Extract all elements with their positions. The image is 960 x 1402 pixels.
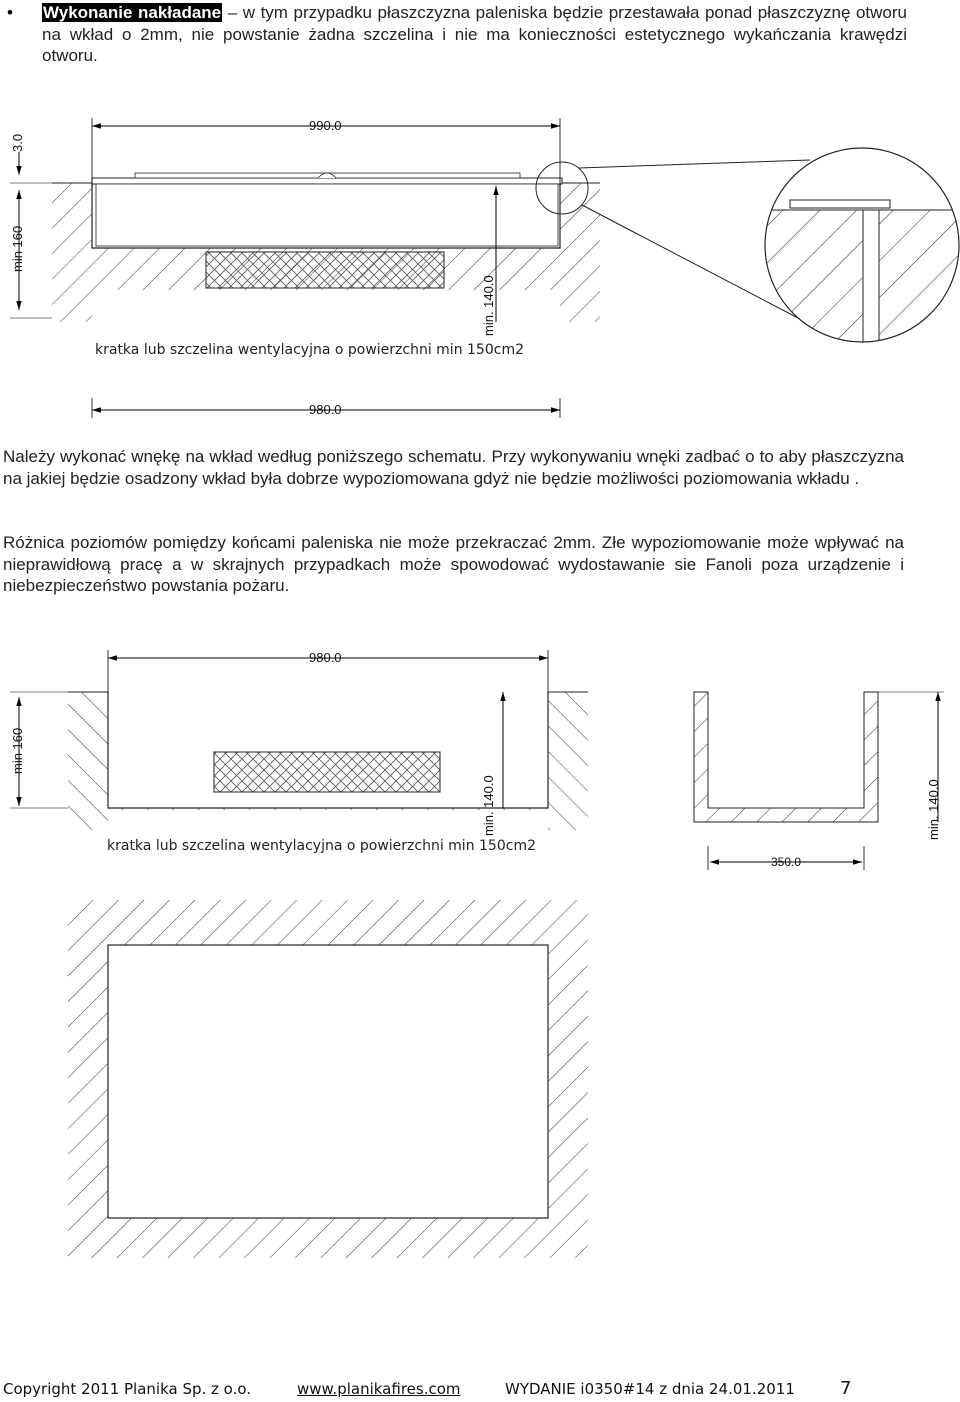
diagram-2 [10,650,588,830]
d1-dim-top: 990.0 [309,118,342,133]
d1-dim-height: min 160 [10,225,25,272]
side-section [694,692,944,870]
d2-dim-depth: min. 140.0 [481,775,496,836]
side-dim-depth: min. 140.0 [926,779,941,840]
paragraph-niche-instructions: Należy wykonać wnękę na wkład według poniższego schematu. Przy wykonywaniu wnęki zadbać o to aby płaszczyzna na jakiej będzie osadzony wkład była dobrze wypoziomowana gdyż nie będzie możliwości poziomowania wkładu . [3,447,904,488]
d2-dim-height: min 160 [10,727,25,774]
bullet-dot-icon: • [7,3,13,22]
intro-rest: – w tym przypadku płaszczyzna paleniska będzie przestawała ponad płaszczyznę otworu na wkład o 2mm, nie powstanie żadna szczelina i nie ma konieczności estetycznego wykańczania krawędzi otworu. [42,3,907,65]
diagram-1 [10,118,960,418]
side-dim-width: 350.0 [771,855,802,869]
d2-dim-top: 980.0 [309,650,342,665]
footer-page-number: 7 [840,1378,852,1399]
page-footer [0,1378,960,1402]
d1-dim-bottom: 980.0 [309,402,342,417]
d1-dim-depth: min. 140.0 [481,275,496,336]
paragraph-level-warning: Różnica poziomów pomiędzy końcami paleniska nie może przekraczać 2mm. Złe wypoziomowanie może wpływać na nieprawidłową pracę a w skrajnych przypadkach może spowodować wydostawanie sie Fanoli poza urządzenie i niebezpieczeństwo powstania pożaru. [3,533,904,595]
footer-edition: WYDANIE i0350#14 z dnia 24.01.2011 [505,1380,795,1398]
front-view [68,900,588,1258]
d1-vent-note: kratka lub szczelina wentylacyjna o powierzchni min 150cm2 [95,342,524,358]
d1-dim-side: 3.0 [10,133,25,152]
footer-copyright: Copyright 2011 Planika Sp. z o.o. [3,1380,252,1398]
intro-highlight: Wykonanie nakładane [43,3,222,22]
footer-website-link[interactable]: www.planikafires.com [297,1380,461,1398]
d2-vent-note: kratka lub szczelina wentylacyjna o powierzchni min 150cm2 [107,838,536,854]
